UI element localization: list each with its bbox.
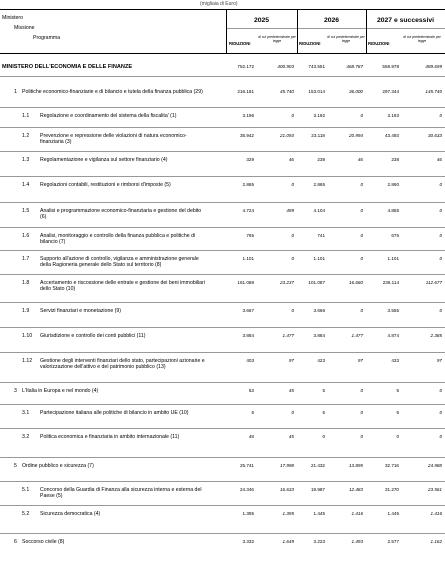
row-label: Sicurezza democratica (4) [40,511,101,517]
row-code: 6 [14,539,17,545]
units-caption: (migliaia di Euro) [200,1,238,7]
value-cell: 25.741 [239,463,254,468]
row-code: 3.2 [22,434,30,440]
value-cell: 12.483 [348,487,363,492]
value-cell: 2.385 [430,333,442,338]
value-cell: 2.865 [242,182,254,187]
value-cell: 1.395 [282,511,294,516]
value-cell: 1.162 [430,539,442,544]
row-label: Ordine pubblico e sicurezza (7) [22,463,94,469]
programma-row [0,208,445,228]
value-cell: 2.577 [387,539,399,544]
programma-row [0,434,445,454]
value-cell: 31.270 [384,487,399,492]
value-cell: 5 [396,410,399,415]
value-cell: 741 [317,233,325,238]
row-label: Analisi e programmazione economico-finanziaria e gestione del debito (6) [40,208,202,221]
programma-row [0,113,445,133]
value-cell: 97 [357,358,363,363]
row-divider [0,302,445,303]
value-cell: 403 [246,358,254,363]
value-cell: 13.895 [348,463,363,468]
value-cell: 5 [251,410,254,415]
value-cell: 297.344 [382,89,399,94]
value-cell: 3.884 [313,333,325,338]
value-cell: 21.432 [310,463,325,468]
row-label: Gestione degli interventi finanziari dello stato, partecipazioni azionarie e valorizzazione dell'attivo e del patrimonio pubblico (13) [40,358,205,371]
programma-row [0,182,445,202]
value-cell: 0 [291,182,294,187]
row-divider [0,382,445,383]
value-cell: 0 [360,434,363,439]
value-cell: 30.633 [427,133,442,138]
value-cell: 3.223 [313,539,325,544]
row-divider [0,533,445,534]
value-cell: 20.994 [348,133,363,138]
value-cell: 0 [322,434,325,439]
value-cell: 0 [439,256,442,261]
row-divider [0,404,445,405]
col-divider [297,9,298,53]
value-cell: 24.346 [239,487,254,492]
row-label: Partecipazione italiana alle politiche di bilancio in ambito UE (10) [40,410,189,416]
value-cell: 0 [360,113,363,118]
value-cell: 0 [360,256,363,261]
value-cell: 0 [439,233,442,238]
value-cell: 1.101 [387,256,399,261]
value-cell: 1.101 [313,256,325,261]
value-cell: 0 [396,434,399,439]
value-cell: 400.903 [277,64,294,69]
col-divider [366,9,367,53]
row-code: 1.5 [22,208,30,214]
row-label: Giurisdizione e controllo dei conti pubblici (11) [40,333,146,339]
value-cell: 3.666 [313,308,325,313]
row-divider [0,352,445,353]
value-cell: 17.998 [279,463,294,468]
programma-row [0,157,445,177]
row-code: 1.1 [22,113,30,119]
programma-row [0,358,445,378]
header-ministero: Ministero [2,15,24,21]
value-cell: 35.942 [239,133,254,138]
missione-row [0,539,445,559]
row-label: Servizi finanziari e monetazione (9) [40,308,122,314]
row-code: 3.1 [22,410,30,416]
row-divider [0,327,445,328]
row-divider [0,76,445,77]
value-cell: 0 [360,308,363,313]
value-cell: 43.493 [384,133,399,138]
value-cell: 752.172 [237,64,254,69]
row-divider [0,107,445,108]
value-cell: 36.000 [348,89,363,94]
riduzioni-2026: RIDUZIONI [299,41,321,46]
programma-row [0,511,445,531]
value-cell: 743.551 [308,64,325,69]
programma-row [0,256,445,276]
value-cell: 45 [288,434,294,439]
value-cell: 1.493 [351,539,363,544]
row-label: L'Italia in Europa e nel mondo (4) [22,388,99,394]
value-cell: 5 [396,388,399,393]
value-cell: 3.667 [242,308,254,313]
row-divider [0,202,445,203]
missione-row [0,388,445,408]
value-cell: 0 [291,233,294,238]
row-label: Politica economica e finanziaria in ambito internazionale (11) [40,434,180,440]
value-cell: 4.874 [387,333,399,338]
value-cell: 0 [439,182,442,187]
row-code: 1.10 [22,333,33,339]
value-cell: 0 [439,410,442,415]
value-cell: 0 [360,410,363,415]
value-cell: 1.395 [242,511,254,516]
value-cell: 0 [439,308,442,313]
value-cell: 423 [317,358,325,363]
value-cell: 0 [439,434,442,439]
riduzioni-2027: RIDUZIONI [368,41,390,46]
value-cell: 5 [322,388,325,393]
value-cell: 3.193 [387,113,399,118]
programma-row [0,308,445,328]
row-label: Regolazione e coordinamento del sistema della fiscalita' (1) [40,113,177,119]
year-2025: 2025 [253,17,270,24]
value-cell: 558.978 [382,64,399,69]
value-cell: 1.416 [351,511,363,516]
col-divider [226,9,227,53]
value-cell: 0 [360,182,363,187]
value-cell: 3.555 [387,308,399,313]
row-code: 5 [14,463,17,469]
programma-row [0,280,445,300]
value-cell: 1.445 [313,511,325,516]
value-cell: 499 [286,208,294,213]
value-cell: 1.477 [282,333,294,338]
value-cell: 23.561 [427,487,442,492]
value-cell: 765 [246,233,254,238]
value-cell: 1.477 [351,333,363,338]
value-cell: 24.988 [427,463,442,468]
value-cell: 45 [288,388,294,393]
row-divider [0,274,445,275]
value-cell: 97 [436,358,442,363]
row-divider [0,428,445,429]
row-label: Regolazioni contabili, restituzioni e rimborsi d'imposte (5) [40,182,171,188]
value-cell: 0 [439,388,442,393]
table-top-border [0,9,445,10]
value-cell: 329 [246,157,254,162]
value-cell: 97 [288,358,294,363]
value-cell: 161.088 [237,280,254,285]
row-divider [0,505,445,506]
value-cell: 3.884 [242,333,254,338]
value-cell: 4.855 [387,208,399,213]
programma-row [0,133,445,153]
value-cell: 0 [291,113,294,118]
value-cell: 3.192 [313,113,325,118]
header-bottom-border [0,53,445,54]
value-cell: 0 [360,233,363,238]
value-cell: 3.332 [242,539,254,544]
value-cell: 153.014 [308,89,325,94]
row-code: 1.9 [22,308,30,314]
value-cell: 23.118 [311,133,325,138]
row-code: 1.4 [22,182,30,188]
row-label: Analisi, monitoraggio e controllo della finanza pubblica e politiche di bilancio (7) [40,233,196,246]
header-programma: Programma [33,35,61,41]
value-cell: 5 [322,410,325,415]
row-label: Prevenzione e repressione delle violazioni di natura economico-finanziaria (3) [40,133,187,146]
row-divider [0,127,445,128]
row-code: 1.6 [22,233,30,239]
di-cui-2027: di cui predeterminate per legge [403,35,441,43]
value-cell: 2.860 [387,182,399,187]
value-cell: 53 [248,388,254,393]
programma-row [0,333,445,353]
row-divider [0,227,445,228]
ministry-label: MINISTERO DELL'ECONOMIA E DELLE FINANZE [2,64,133,70]
year-divider [226,28,445,29]
di-cui-2026: di cui predeterminate per legge [327,35,365,43]
row-code: 3 [14,388,17,394]
row-label: Soccorso civile (8) [22,539,65,545]
row-divider [0,457,445,458]
value-cell: 1.101 [242,256,254,261]
row-code: 1.12 [22,358,33,364]
value-cell: 0 [291,308,294,313]
value-cell: 1.649 [282,539,294,544]
value-cell: 19.987 [310,487,325,492]
year-2027: 2027 e successivi [376,17,435,24]
value-cell: 0 [439,208,442,213]
riduzioni-2025: RIDUZIONI [229,41,251,46]
missione-row [0,463,445,483]
row-code: 1.2 [22,133,30,139]
value-cell: 145.740 [425,89,442,94]
row-code: 1.8 [22,280,30,286]
value-cell: 675 [391,233,399,238]
value-cell: 238 [391,157,399,162]
header-missione: Missione [14,25,35,31]
value-cell: 32.716 [384,463,399,468]
value-cell: 2.865 [313,182,325,187]
value-cell: 101.087 [308,280,325,285]
value-cell: 45.740 [279,89,294,94]
row-code: 1.7 [22,256,30,262]
row-code: 1 [14,89,17,95]
value-cell: 433 [391,358,399,363]
value-cell: 48 [248,434,254,439]
value-cell: 46 [288,157,294,162]
value-cell: 216.181 [237,89,254,94]
value-cell: 0 [360,388,363,393]
row-code: 1.3 [22,157,30,163]
row-label: Supporto all'azione di controllo, vigilanza e amministrazione generale della Ragioneria generale dello Stato sul territorio (8) [40,256,199,269]
row-code: 5.1 [22,487,30,493]
row-divider [0,481,445,482]
value-cell: 46 [357,157,363,162]
row-label: Concorso della Guardia di Finanza alla sicurezza interna e esterna del Paese (5) [40,487,202,500]
value-cell: 16.633 [279,487,294,492]
row-divider [0,151,445,152]
value-cell: 489.699 [425,64,442,69]
programma-row [0,487,445,507]
value-cell: 0 [439,113,442,118]
missione-row [0,89,445,109]
value-cell: 112.677 [425,280,442,285]
row-divider [0,250,445,251]
value-cell: 21.093 [279,133,294,138]
row-label: Politiche economico-finanziarie e di bilancio e tutela della finanza pubblica (29) [22,89,203,95]
value-cell: 236.114 [382,280,399,285]
year-2026: 2026 [323,17,340,24]
value-cell: 1.445 [387,511,399,516]
value-cell: 468.787 [346,64,363,69]
value-cell: 0 [360,208,363,213]
value-cell: 4.104 [313,208,325,213]
value-cell: 16.660 [348,280,363,285]
value-cell: 23.237 [279,280,294,285]
value-cell: 238 [317,157,325,162]
value-cell: 1.416 [430,511,442,516]
value-cell: 0 [291,256,294,261]
value-cell: 4.724 [242,208,254,213]
value-cell: 46 [436,157,442,162]
row-label: Accertamento e riscossione delle entrate e gestione dei beni immobiliari dello Stato (10) [40,280,205,293]
programma-row [0,410,445,430]
di-cui-2025: di cui predeterminate per legge [258,35,296,43]
row-code: 5.2 [22,511,30,517]
value-cell: 0 [291,410,294,415]
row-label: Regolamentazione e vigilanza sul settore finanziario (4) [40,157,168,163]
row-divider [0,176,445,177]
ministry-row [0,62,445,74]
value-cell: 3.196 [242,113,254,118]
